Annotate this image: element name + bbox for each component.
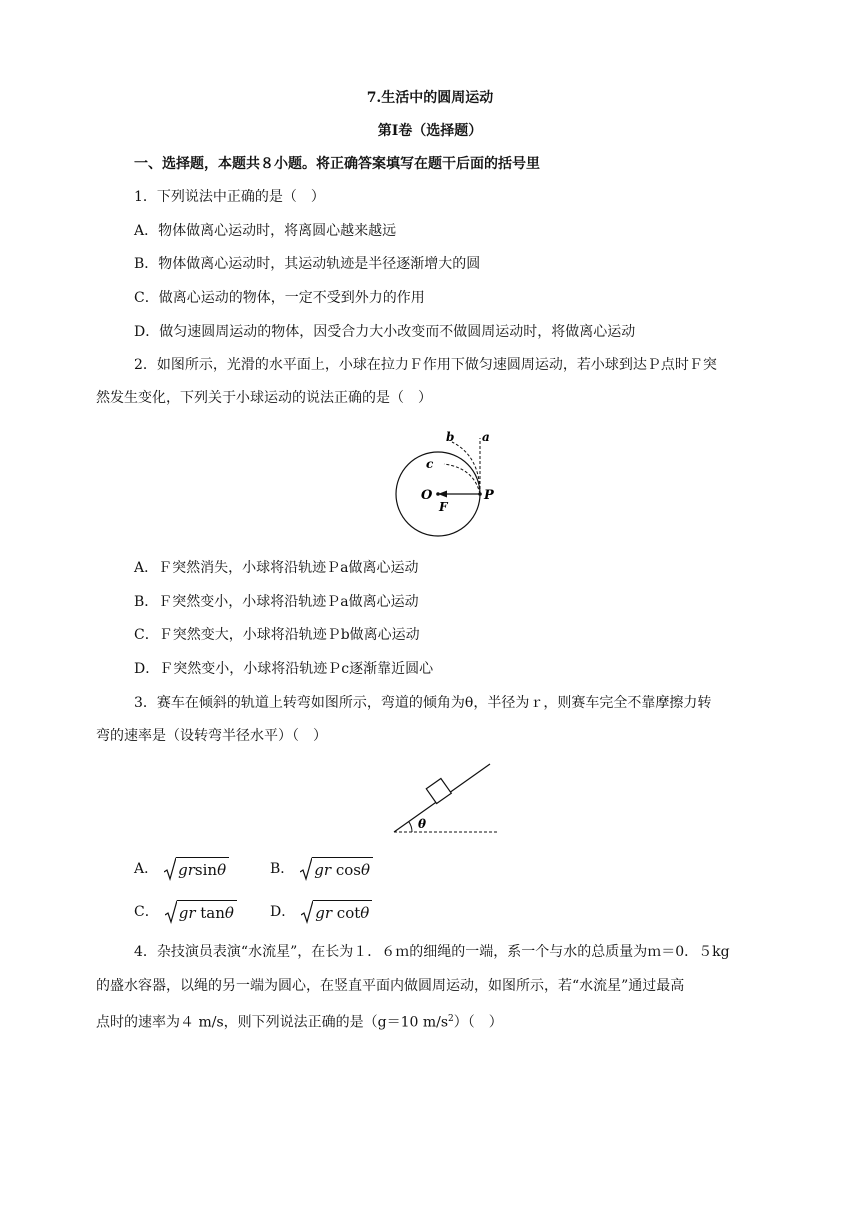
- radical-sign: [165, 900, 177, 924]
- q3-option-c-letter: C．: [134, 904, 159, 920]
- label-theta: θ: [418, 817, 427, 831]
- q3-option-d-letter: D．: [270, 904, 296, 920]
- q3-stem-line2: 弯的速率是（设转弯半径水平）（ ）: [96, 728, 327, 744]
- q1-option-a: A．物体做离心运动时，将离圆心越来越远: [134, 223, 397, 239]
- label-c: c: [426, 457, 434, 471]
- label-o: O: [421, 488, 433, 503]
- q2-option-d: D．Ｆ突然变小，小球将沿轨迹Ｐc逐渐靠近圆心: [134, 661, 434, 677]
- q4-stem-line3: 点时的速率为４ m/s，则下列说法正确的是（g＝10 $m/s^2$）（ ）: [96, 1014, 503, 1031]
- q2-option-a: A．Ｆ突然消失，小球将沿轨迹Ｐa做离心运动: [134, 560, 419, 576]
- sqrt-expression-c: gr tanθ: [165, 900, 237, 924]
- section-instructions: 一、选择题，本题共８小题。将正确答案填写在题干后面的括号里: [134, 156, 540, 172]
- q3-option-b: [270, 854, 373, 884]
- q3-incline-figure: [390, 760, 502, 836]
- superscript-2: 2: [448, 1014, 454, 1024]
- radical-sign: [301, 900, 313, 924]
- sqrt-expression-a: grsinθ: [164, 857, 229, 881]
- q2-stem-line2: 然发生变化，下列关于小球运动的说法正确的是（ ）: [96, 390, 432, 406]
- q2-circle-figure: [390, 424, 510, 540]
- sqrt-expression-d: gr cotθ: [301, 900, 372, 924]
- q1-stem: 1．下列说法中正确的是（ ）: [134, 189, 325, 205]
- angle-arc: [409, 822, 412, 832]
- q2-option-b: B．Ｆ突然变小，小球将沿轨迹Ｐa做离心运动: [134, 594, 419, 610]
- label-a: a: [482, 430, 490, 444]
- q3-options-row-2: [134, 897, 734, 927]
- section-volume-title: 第Ⅰ卷（选择题）: [377, 123, 483, 139]
- q1-option-b: B．物体做离心运动时，其运动轨迹是半径逐渐增大的圆: [134, 256, 481, 272]
- page-title: 7.生活中的圆周运动: [366, 90, 494, 106]
- q3-option-a-letter: A．: [134, 861, 159, 877]
- trajectory-c: [444, 464, 480, 494]
- radical-sign: [164, 857, 176, 881]
- q1-option-c: C．做离心运动的物体，一定不受到外力的作用: [134, 290, 425, 306]
- race-car-block: [426, 779, 451, 804]
- q3-options-row-1: [134, 854, 734, 884]
- q4-stem-line1: 4．杂技演员表演“水流星”，在长为１．６ｍ的细绳的一端，系一个与水的总质量为ｍ＝0．５kg: [134, 944, 730, 960]
- radical-sign: [300, 857, 312, 881]
- q3-option-b-letter: B．: [270, 861, 295, 877]
- center-point: [436, 492, 440, 496]
- q3-option-d: [270, 897, 372, 927]
- point-p-dot: [478, 492, 482, 496]
- label-f: F: [439, 500, 448, 514]
- q3-option-c: [134, 897, 237, 927]
- trajectory-b: [452, 442, 480, 494]
- sqrt-expression-b: gr cosθ: [300, 857, 373, 881]
- q3-option-a: [134, 854, 229, 884]
- q4-stem-line2: 的盛水容器，以绳的另一端为圆心，在竖直平面内做圆周运动，如图所示，若“水流星”通过最高: [96, 978, 685, 994]
- q3-stem-line1: 3．赛车在倾斜的轨道上转弯如图所示，弯道的倾角为θ，半径为ｒ，则赛车完全不靠摩擦力转: [134, 695, 712, 711]
- label-p: P: [484, 488, 494, 503]
- q1-option-d: D．做匀速圆周运动的物体，因受合力大小改变而不做圆周运动时，将做离心运动: [134, 324, 636, 340]
- q2-stem-line1: 2．如图所示，光滑的水平面上，小球在拉力Ｆ作用下做匀速圆周运动，若小球到达Ｐ点时Ｆ突: [134, 357, 717, 373]
- q2-option-c: C．Ｆ突然变大，小球将沿轨迹Ｐb做离心运动: [134, 627, 420, 643]
- label-b: b: [446, 430, 455, 444]
